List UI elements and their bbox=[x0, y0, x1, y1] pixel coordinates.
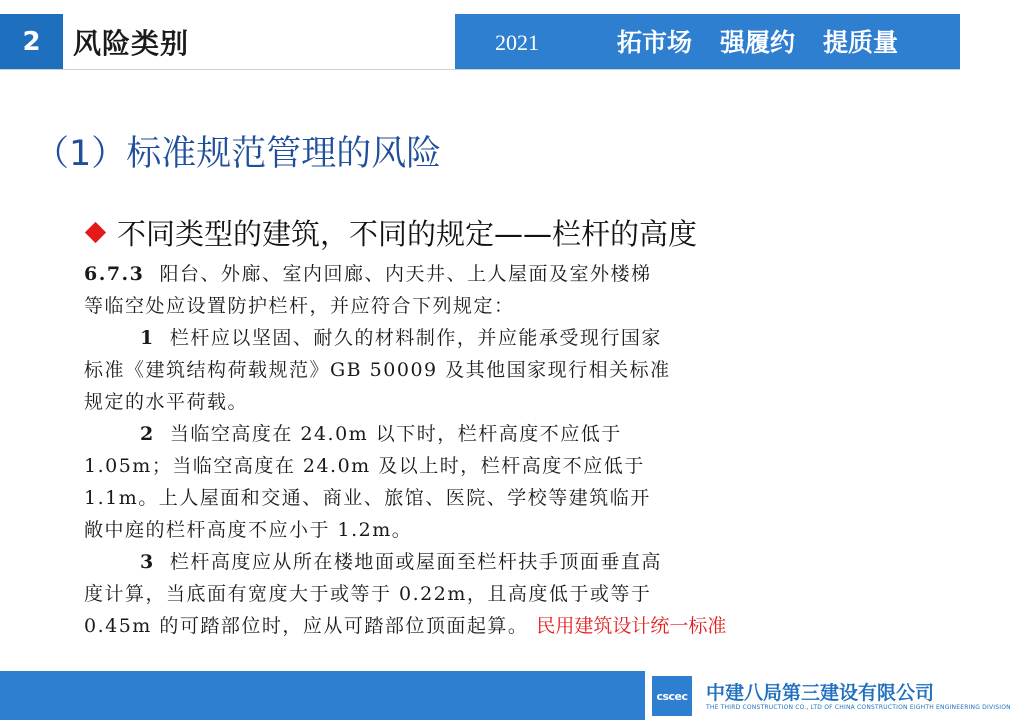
slogan-1: 拓市场 bbox=[617, 28, 693, 57]
bullet-item bbox=[84, 212, 697, 253]
header-bar bbox=[455, 14, 960, 69]
header-year: 2021 bbox=[495, 30, 539, 55]
item-number: 1 bbox=[140, 327, 155, 349]
item-number: 3 bbox=[140, 551, 155, 573]
clause-text: 阳台、外廊、室内回廊、内天井、上人屋面及室外楼梯 bbox=[159, 263, 652, 285]
clause-line bbox=[84, 578, 824, 610]
clause-text: 等临空处应设置防护栏杆，并应符合下列规定： bbox=[84, 295, 515, 317]
clause-line bbox=[84, 258, 824, 290]
slogan-2: 强履约 bbox=[720, 28, 796, 57]
clause-number: 6.7.3 bbox=[84, 263, 145, 285]
clause-text: 0.45m 的可踏部位时，应从可踏部位顶面起算。 bbox=[84, 615, 529, 637]
item-number: 2 bbox=[140, 423, 155, 445]
clause-line bbox=[84, 482, 824, 514]
company-logo-icon bbox=[652, 676, 692, 716]
clause-line bbox=[84, 354, 824, 386]
company-name-en: THE THIRD CONSTRUCTION CO., LTD OF CHINA CONSTRUCTION EIGHTH ENGINEERING DIVISION bbox=[706, 704, 1011, 711]
diamond-bullet-icon bbox=[85, 222, 106, 243]
slogan-3: 提质量 bbox=[823, 28, 899, 57]
clause-line bbox=[84, 450, 824, 482]
header-slogans bbox=[617, 14, 926, 69]
clause-line bbox=[84, 322, 824, 354]
source-note: 民用建筑设计统一标准 bbox=[536, 615, 727, 637]
clause-text: 栏杆高度应从所在楼地面或屋面至栏杆扶手顶面垂直高 bbox=[169, 551, 662, 573]
section-number-badge bbox=[0, 14, 63, 69]
page-title: （1）标准规范管理的风险 bbox=[34, 134, 442, 174]
clause-line bbox=[84, 290, 824, 322]
clause-text: 敞中庭的栏杆高度不应小于 1.2m。 bbox=[84, 519, 413, 541]
company-name: 中建八局第三建设有限公司 bbox=[706, 682, 935, 704]
standard-excerpt bbox=[84, 258, 824, 642]
bullet-text: 不同类型的建筑，不同的规定——栏杆的高度 bbox=[117, 217, 698, 251]
clause-text: 规定的水平荷载。 bbox=[84, 391, 249, 413]
section-title: 风险类别 bbox=[73, 26, 190, 60]
logo-text: cscec bbox=[656, 689, 688, 703]
clause-line bbox=[84, 418, 824, 450]
clause-line bbox=[84, 386, 824, 418]
clause-text: 度计算，当底面有宽度大于或等于 0.22m，且高度低于或等于 bbox=[84, 583, 652, 605]
header-divider bbox=[0, 69, 960, 70]
clause-text: 1.1m。上人屋面和交通、商业、旅馆、医院、学校等建筑临开 bbox=[84, 487, 651, 509]
clause-text: 1.05m；当临空高度在 24.0m 及以上时，栏杆高度不应低于 bbox=[84, 455, 645, 477]
clause-line bbox=[84, 514, 824, 546]
clause-text: 标准《建筑结构荷载规范》GB 50009 及其他国家现行相关标准 bbox=[84, 359, 671, 381]
clause-text: 栏杆应以坚固、耐久的材料制作，并应能承受现行国家 bbox=[169, 327, 662, 349]
clause-line bbox=[84, 610, 824, 642]
clause-line bbox=[84, 546, 824, 578]
clause-text: 当临空高度在 24.0m 以下时，栏杆高度不应低于 bbox=[169, 423, 622, 445]
section-number: 2 bbox=[22, 26, 41, 57]
section-title-box bbox=[63, 14, 453, 69]
